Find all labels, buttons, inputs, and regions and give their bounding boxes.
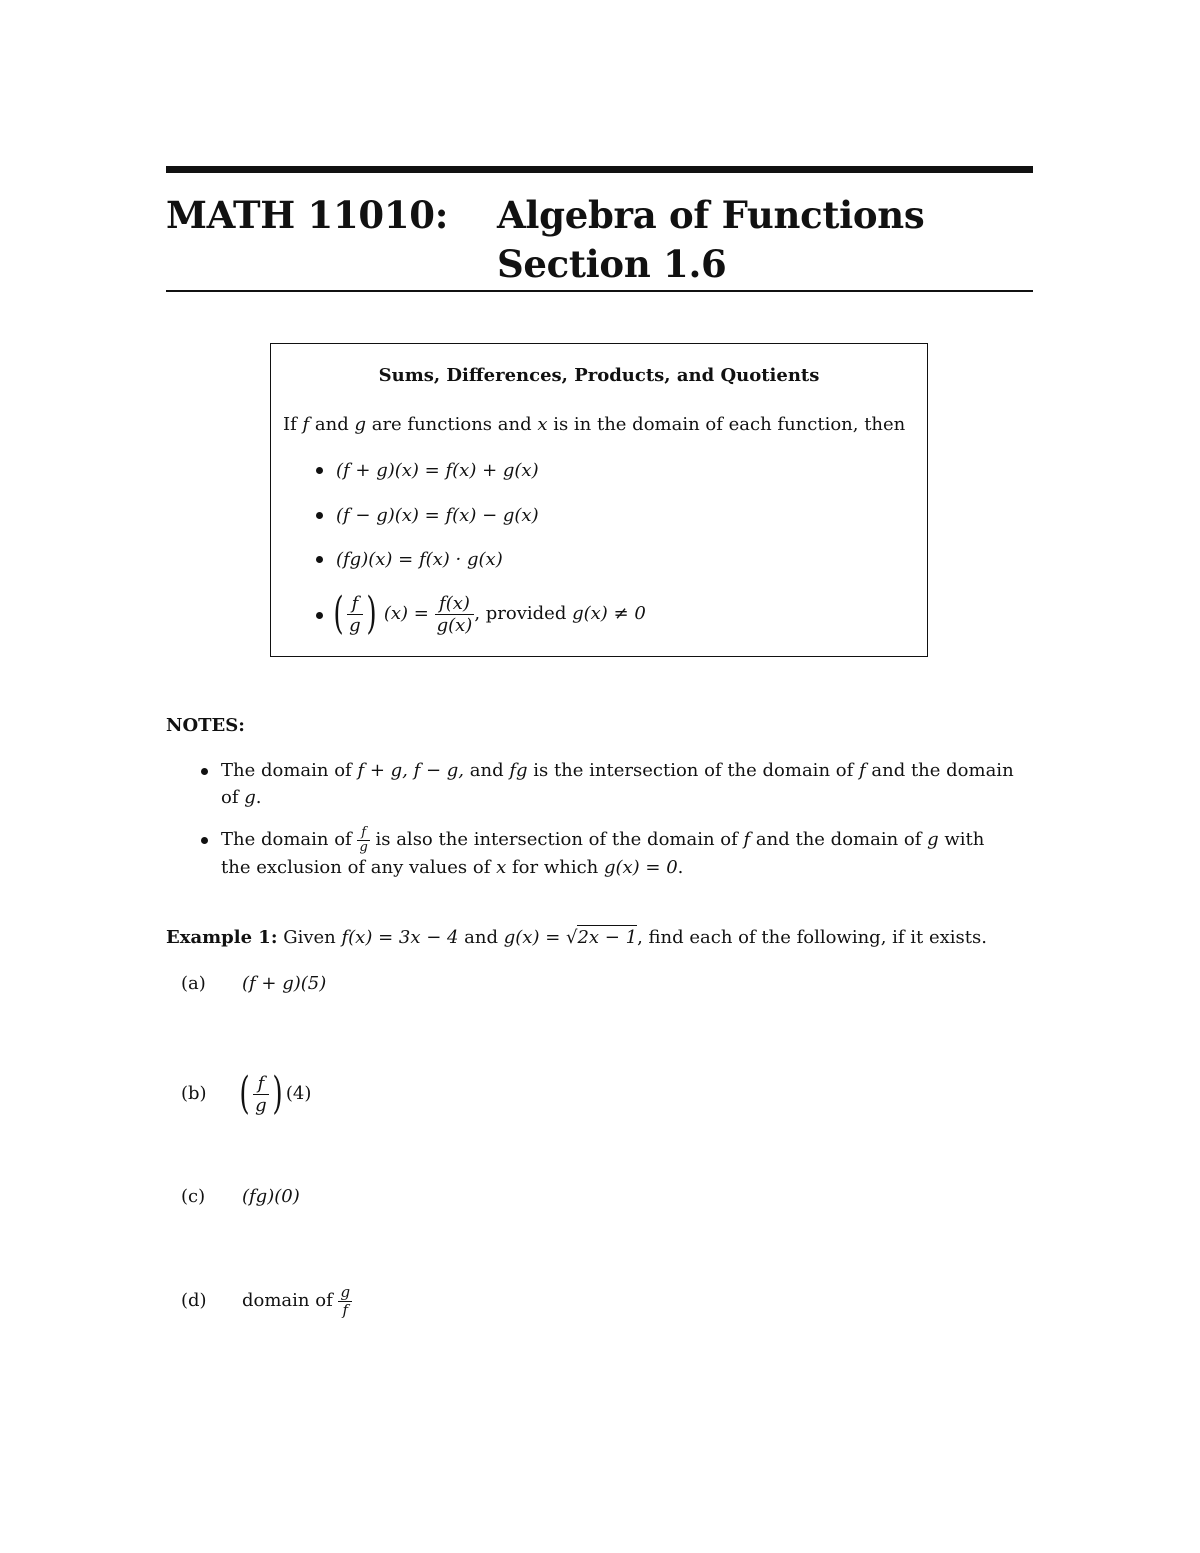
- bullet-icon: [201, 837, 208, 844]
- part-a-label: (a): [181, 973, 206, 994]
- rule-difference: (f − g)(x) = f(x) − g(x): [336, 505, 539, 526]
- bullet-icon: [316, 512, 323, 519]
- bullet-icon: [316, 467, 323, 474]
- part-b-fraction: $\frac{f}{g}$: [255, 1072, 267, 1116]
- header-top-rule: [166, 166, 1033, 173]
- notes-heading: NOTES:: [166, 715, 245, 736]
- note-fraction: $\frac{f}{g}$: [359, 824, 368, 855]
- page-title: Algebra of Functions: [497, 193, 925, 237]
- quotient-rhs-fraction: $\frac{f(x)}{g(x)}$: [436, 592, 473, 636]
- part-b-label: (b): [181, 1083, 207, 1104]
- bullet-icon: [316, 612, 323, 619]
- note-2-line-2: the exclusion of any values of x for which g(x) = 0.: [221, 857, 684, 878]
- box-heading: Sums, Differences, Products, and Quotients: [378, 365, 820, 386]
- note-1-line-2: of g.: [221, 787, 262, 808]
- bullet-icon: [316, 556, 323, 563]
- note-1-line-1: The domain of f + g, f − g, and fg is the intersection of the domain of f and the domain: [221, 760, 1014, 781]
- rule-quotient: ( $\frac{f}{g}$ ) (x) = $\frac{f(x)}{g(x)}$ , provided g(x) ≠ 0: [333, 588, 646, 639]
- bullet-icon: [201, 768, 208, 775]
- sqrt-icon: √: [566, 927, 578, 948]
- part-d-label: (d): [181, 1290, 207, 1311]
- example-1-statement: Example 1: Given f(x) = 3x − 4 and g(x) = √2x − 1, find each of the following, if it exists.: [166, 927, 987, 948]
- part-a-expression: (f + g)(5): [242, 973, 327, 994]
- rule-product: (fg)(x) = f(x) · g(x): [336, 549, 503, 570]
- note-2-line-1: The domain of $\frac{f}{g}$ is also the intersection of the domain of f and the domain of g with: [221, 824, 985, 855]
- quotient-fraction: $\frac{f}{g}$: [349, 592, 361, 636]
- header-bottom-rule: [166, 290, 1033, 292]
- section-number: Section 1.6: [497, 242, 727, 286]
- part-d-expression: domain of $\frac{g}{f}$: [242, 1282, 351, 1319]
- part-b-expression: ( $\frac{f}{g}$ ) (4): [239, 1068, 312, 1119]
- part-d-fraction: $\frac{g}{f}$: [340, 1282, 351, 1319]
- box-intro: If f and g are functions and x is in the domain of each function, then: [283, 414, 906, 435]
- course-code: MATH 11010:: [166, 193, 449, 237]
- part-c-label: (c): [181, 1186, 206, 1207]
- rule-sum: (f + g)(x) = f(x) + g(x): [336, 460, 539, 481]
- part-c-expression: (fg)(0): [242, 1186, 300, 1207]
